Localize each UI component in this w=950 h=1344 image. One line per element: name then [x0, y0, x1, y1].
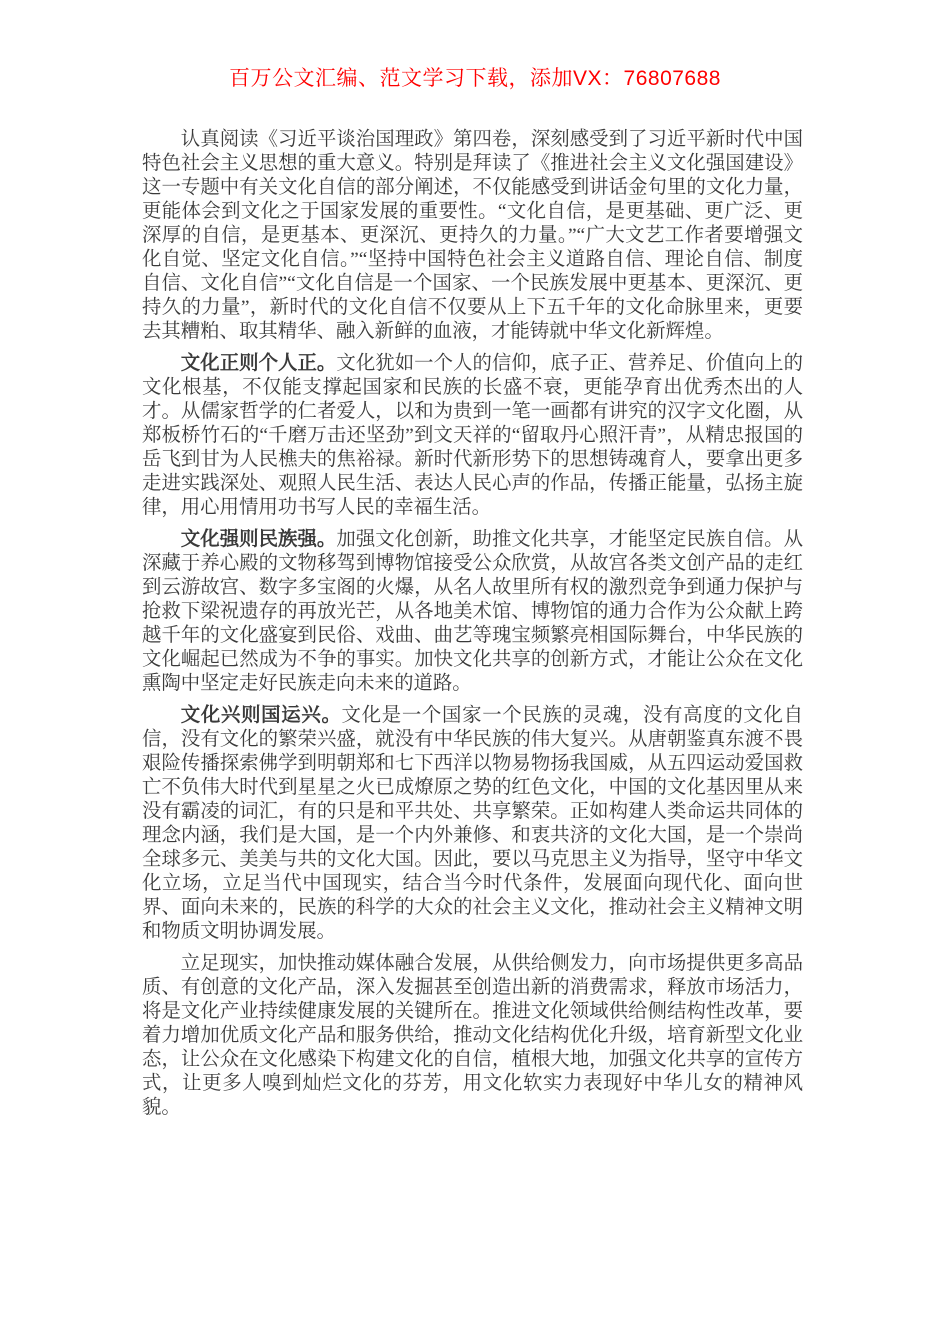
- paragraph-lead: 文化正则个人正。: [180, 353, 337, 374]
- document-body: [142, 128, 803, 1128]
- paragraph-text: 文化是一个国家一个民族的灵魂，没有高度的文化自信，没有文化的繁荣兴盛，就没有中华民族的伟大复兴。从唐朝鉴真东渡不畏艰险传播探索佛学到明朝郑和七下西洋以物易物扬我国威，从五四运动爱国救亡不负伟大时代到星星之火已成燎原之势的红色文化，中国的文化基因里从来没有霸凌的词汇，有的只是和平共处、共享繁荣。正如构建人类命运共同体的理念内涵，我们是大国，是一个内外兼修、和衷共济的文化大国，是一个崇尚全球多元、美美与共的文化大国。因此，要以马克思主义为指导，坚守中华文化立场，立足当代中国现实，结合当今时代条件，发展面向现代化、面向世界、面向未来的，民族的科学的大众的社会主义文化，推动社会主义精神文明和物质文明协调发展。: [142, 705, 803, 942]
- paragraph: [142, 952, 803, 1120]
- paragraph-lead: 文化强则民族强。: [180, 529, 337, 550]
- paragraph-text: 文化犹如一个人的信仰，底子正、营养足、价值向上的文化根基，不仅能支撑起国家和民族的长盛不衰，更能孕育出优秀杰出的人才。从儒家哲学的仁者爱人，以和为贵到一笔一画都有讲究的汉字文化圈，从郑板桥竹石的“千磨万击还坚劲”到文天祥的“留取丹心照汗青”，从精忠报国的岳飞到甘为人民樵夫的焦裕禄。新时代新形势下的思想铸魂育人，要拿出更多走进实践深处、观照人民生活、表达人民心声的作品，传播正能量，弘扬主旋律，用心用情用功书写人民的幸福生活。: [142, 353, 804, 518]
- paragraph-text: 认真阅读《习近平谈治国理政》第四卷，深刻感受到了习近平新时代中国特色社会主义思想的重大意义。特别是拜读了《推进社会主义文化强国建设》这一专题中有关文化自信的部分阐述，不仅能感受到讲话金句里的文化力量，更能体会到文化之于国家发展的重要性。“文化自信，是更基础、更广泛、更深厚的自信，是更基本、更深沉、更持久的力量。”“广大文艺工作者要增强文化自觉、坚定文化自信。”“坚持中国特色社会主义道路自信、理论自信、制度自信、文化自信”“文化自信是一个国家、一个民族发展中更基本、更深沉、更持久的力量”，新时代的文化自信不仅要从上下五千年的文化命脉里来，更要去其糟粕、取其精华、融入新鲜的血液，才能铸就中华文化新辉煌。: [142, 129, 803, 342]
- paragraph-lead: 文化兴则国运兴。: [180, 705, 342, 726]
- paragraph: [142, 704, 803, 944]
- header-notice: 百万公文汇编、范文学习下载，添加VX：76807688: [229, 67, 721, 90]
- paragraph: [142, 528, 803, 696]
- paragraph: [142, 128, 803, 344]
- paragraph-text: 加强文化创新，助推文化共享，才能坚定民族自信。从深藏于养心殿的文物移驾到博物馆接受公众欣赏，从故宫各类文创产品的走红到云游故宫、数字多宝阁的火爆，从名人故里所有权的激烈竞争到通力保护与抢救下梁祝遗存的再放光芒，从各地美术馆、博物馆的通力合作为公众献上跨越千年的文化盛宴到民俗、戏曲、曲艺等瑰宝频繁亮相国际舞台，中华民族的文化崛起已然成为不争的事实。加快文化共享的创新方式，才能让公众在文化熏陶中坚定走好民族走向未来的道路。: [142, 529, 804, 694]
- paragraph: [142, 352, 803, 520]
- paragraph-text: 立足现实，加快推动媒体融合发展，从供给侧发力，向市场提供更多高品质、有创意的文化产品，深入发掘甚至创造出新的消费需求，释放市场活力，将是文化产业持续健康发展的关键所在。推进文化领域供给侧结构性改革，要着力增加优质文化产品和服务供给，推动文化结构优化升级，培育新型文化业态，让公众在文化感染下构建文化的自信，植根大地，加强文化共享的宣传方式，让更多人嗅到灿烂文化的芬芳，用文化软实力表现好中华儿女的精神风貌。: [142, 953, 803, 1118]
